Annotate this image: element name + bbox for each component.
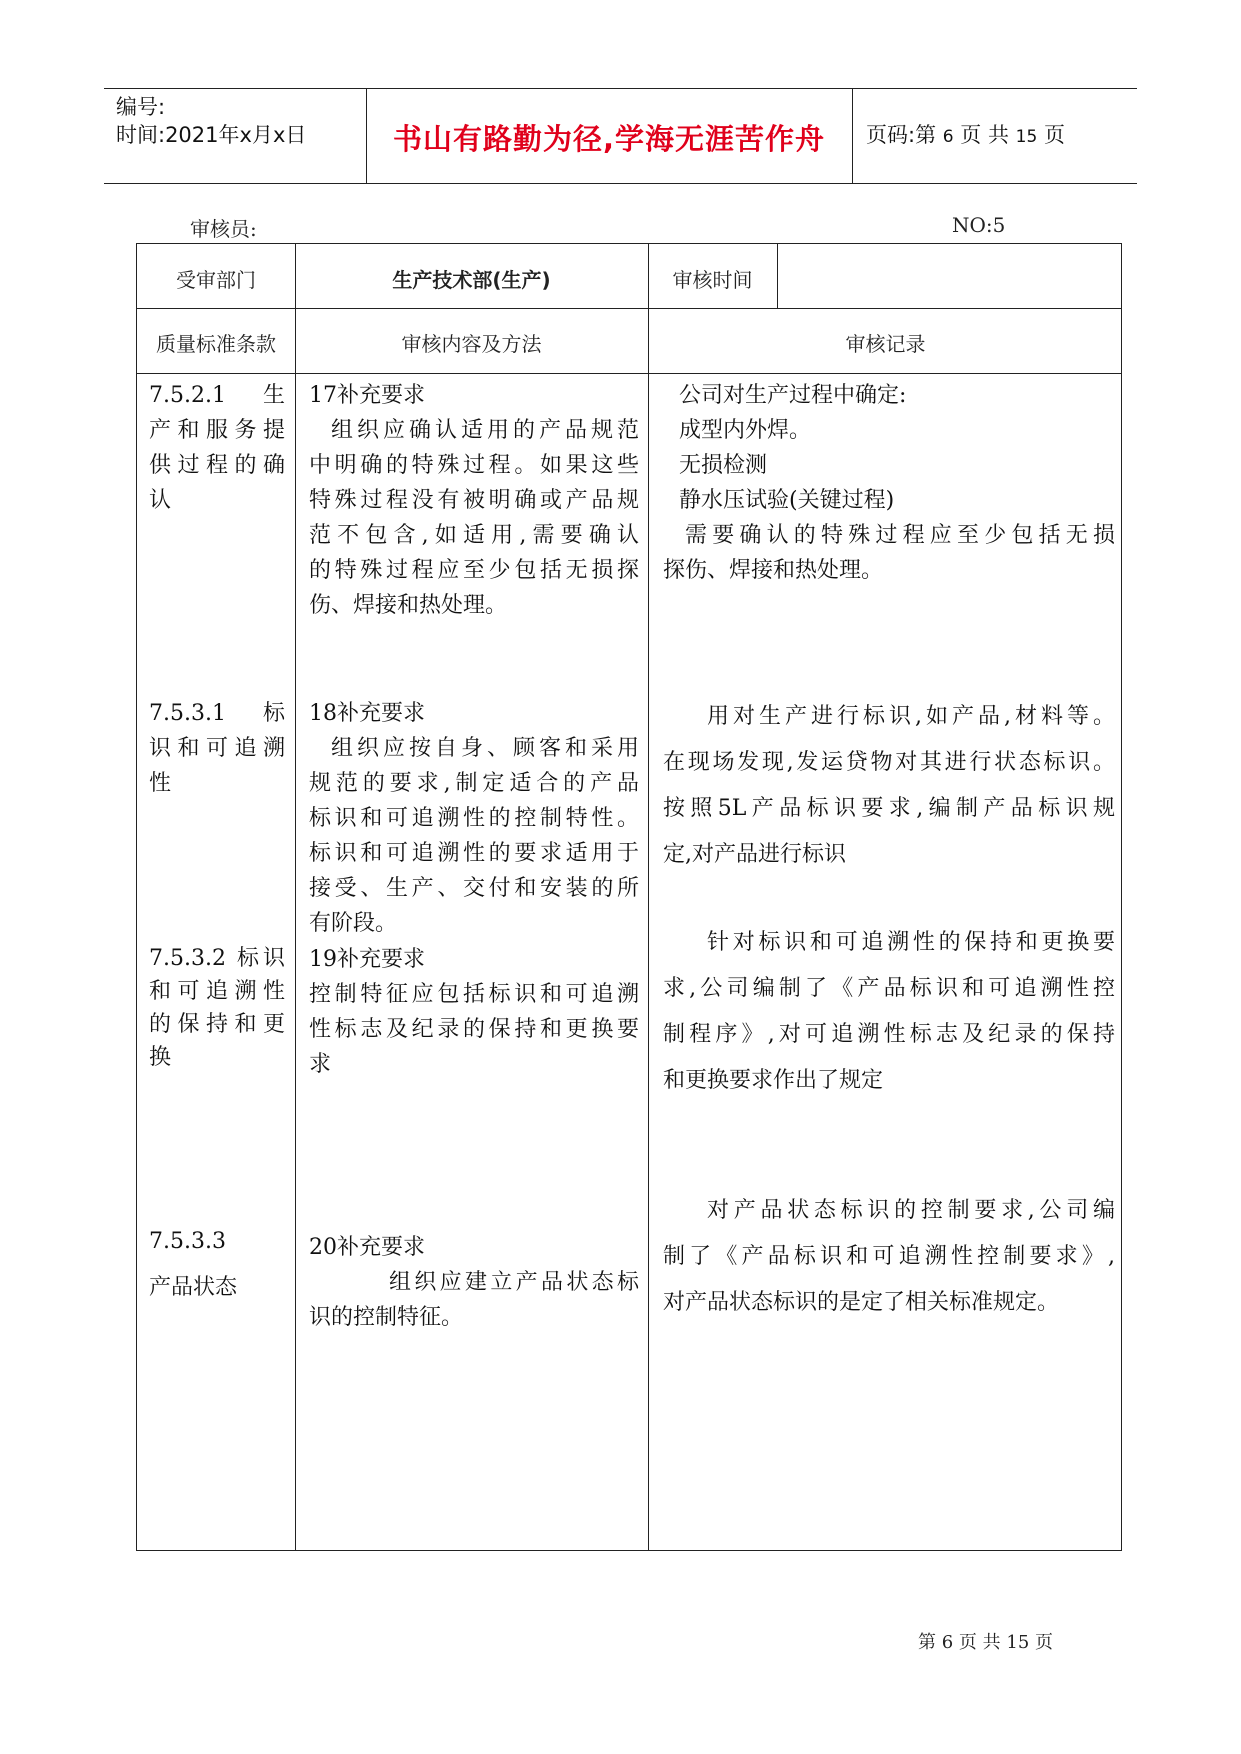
page-mid: 页 共 — [960, 123, 1009, 147]
header-motto: 书山有路勤为径,学海无涯苦作舟 — [392, 122, 826, 156]
clause-line: 换 — [149, 1045, 172, 1070]
date-line: 时间:2021年x月x日 — [116, 123, 307, 147]
header-left — [116, 93, 306, 149]
record-line: 按照5L产品标识要求,编制产品标识规 — [663, 796, 1115, 821]
method-line: 伤、焊接和热处理。 — [309, 593, 508, 618]
method-title: 17补充要求 — [309, 383, 425, 408]
record-line: 定,对产品进行标识 — [663, 842, 846, 867]
method-line: 组织应确认适用的产品规范 — [331, 418, 639, 443]
col-method-header: 审核内容及方法 — [401, 332, 542, 356]
clause-line: 7.5.3.1 标 — [149, 701, 285, 726]
record-line: 制了《产品标识和可追溯性控制要求》, — [663, 1244, 1115, 1269]
method-line: 标识和可追溯性的控制特性。 — [309, 806, 639, 831]
method-line: 中明确的特殊过程。如果这些 — [309, 453, 639, 478]
page-header — [104, 88, 1137, 184]
clause-line: 认 — [149, 488, 172, 513]
page-total: 15 — [1015, 127, 1038, 147]
method-line: 接受、生产、交付和安装的所 — [309, 876, 639, 901]
audit-table — [136, 243, 1122, 1551]
record-item — [663, 694, 1115, 878]
clause-line: 性 — [149, 771, 172, 796]
table-row-divider — [137, 373, 1121, 374]
document-number: NO:5 — [952, 213, 1006, 237]
clause-line: 和可追溯性 — [149, 979, 285, 1004]
clause-line: 产和服务提 — [149, 418, 285, 443]
record-line: 求,公司编制了《产品标识和可追溯性控 — [663, 976, 1115, 1001]
table-row-divider — [137, 308, 1121, 309]
record-line: 成型内外焊。 — [679, 418, 812, 443]
time-label: 审核时间 — [672, 268, 753, 292]
method-item — [309, 696, 639, 941]
method-line: 组织应建立产品状态标 — [389, 1270, 639, 1295]
header-page-number — [866, 119, 1065, 149]
clause-line: 供过程的确 — [149, 453, 285, 478]
record-line: 需要确认的特殊过程应至少包括无损 — [685, 523, 1115, 548]
record-line: 静水压试验(关键过程) — [679, 488, 895, 513]
clause-line: 产品状态 — [149, 1275, 238, 1300]
clause-line: 7.5.2.1 生 — [149, 383, 285, 408]
record-line: 在现场发现,发运贷物对其进行状态标识。 — [663, 750, 1115, 775]
clause-line: 7.5.3.2 标识 — [149, 946, 285, 971]
clause-line: 7.5.3.3 — [149, 1229, 226, 1254]
method-item — [309, 378, 639, 623]
clause-line: 识和可追溯 — [149, 736, 285, 761]
method-line: 识的控制特征。 — [309, 1305, 464, 1330]
col-clause-header: 质量标准条款 — [156, 332, 276, 356]
serial-label: 编号: — [116, 95, 166, 119]
record-line: 和更换要求作出了规定 — [663, 1068, 884, 1093]
page-current: 6 — [942, 127, 954, 147]
dept-value: 生产技术部(生产) — [392, 268, 551, 292]
record-line: 对产品状态标识的控制要求,公司编 — [707, 1198, 1115, 1223]
record-line: 探伤、焊接和热处理。 — [663, 558, 884, 583]
method-line: 范不包含,如适用,需要确认 — [309, 523, 639, 548]
record-line: 针对标识和可追溯性的保持和更换要 — [707, 930, 1115, 955]
method-title: 19补充要求 — [309, 947, 425, 972]
page-suffix: 页 — [1043, 123, 1065, 147]
col-record-header: 审核记录 — [845, 332, 926, 356]
method-line: 标识和可追溯性的要求适用于 — [309, 841, 639, 866]
page-prefix: 页码:第 — [866, 123, 937, 147]
clause-item — [149, 942, 285, 1074]
clause-item — [149, 378, 285, 518]
clause-line: 的保持和更 — [149, 1012, 285, 1037]
method-line: 特殊过程没有被明确或产品规 — [309, 488, 639, 513]
record-item — [663, 1188, 1115, 1326]
record-item — [663, 378, 1115, 588]
method-line: 性标志及纪录的保持和更换要 — [309, 1017, 639, 1042]
method-item — [309, 1230, 639, 1335]
method-line: 组织应按自身、顾客和采用 — [331, 736, 639, 761]
dept-label: 受审部门 — [176, 268, 256, 292]
method-line: 的特殊过程应至少包括无损探 — [309, 558, 639, 583]
table-col-divider — [295, 244, 296, 1550]
record-item — [663, 920, 1115, 1104]
record-line: 公司对生产过程中确定: — [679, 383, 907, 408]
clause-item — [149, 696, 285, 801]
method-line: 控制特征应包括标识和可追溯 — [309, 982, 639, 1007]
table-col-divider — [648, 244, 649, 1550]
table-col-divider — [777, 244, 778, 308]
method-item — [309, 942, 639, 1082]
record-line: 对产品状态标识的是定了相关标准规定。 — [663, 1290, 1060, 1315]
method-title: 20补充要求 — [309, 1235, 425, 1260]
record-line: 制程序》,对可追溯性标志及纪录的保持 — [663, 1022, 1115, 1047]
method-line: 求 — [309, 1052, 332, 1077]
clause-item — [149, 1219, 285, 1311]
method-line: 规范的要求,制定适合的产品 — [309, 771, 639, 796]
header-divider — [852, 89, 853, 183]
method-title: 18补充要求 — [309, 701, 425, 726]
page-footer: 第 6 页 共 15 页 — [918, 1632, 1053, 1653]
record-line: 无损检测 — [679, 453, 768, 478]
reviewer-label: 审核员: — [190, 217, 257, 241]
method-line: 有阶段。 — [309, 911, 398, 936]
record-line: 用对生产进行标识,如产品,材料等。 — [707, 704, 1115, 729]
